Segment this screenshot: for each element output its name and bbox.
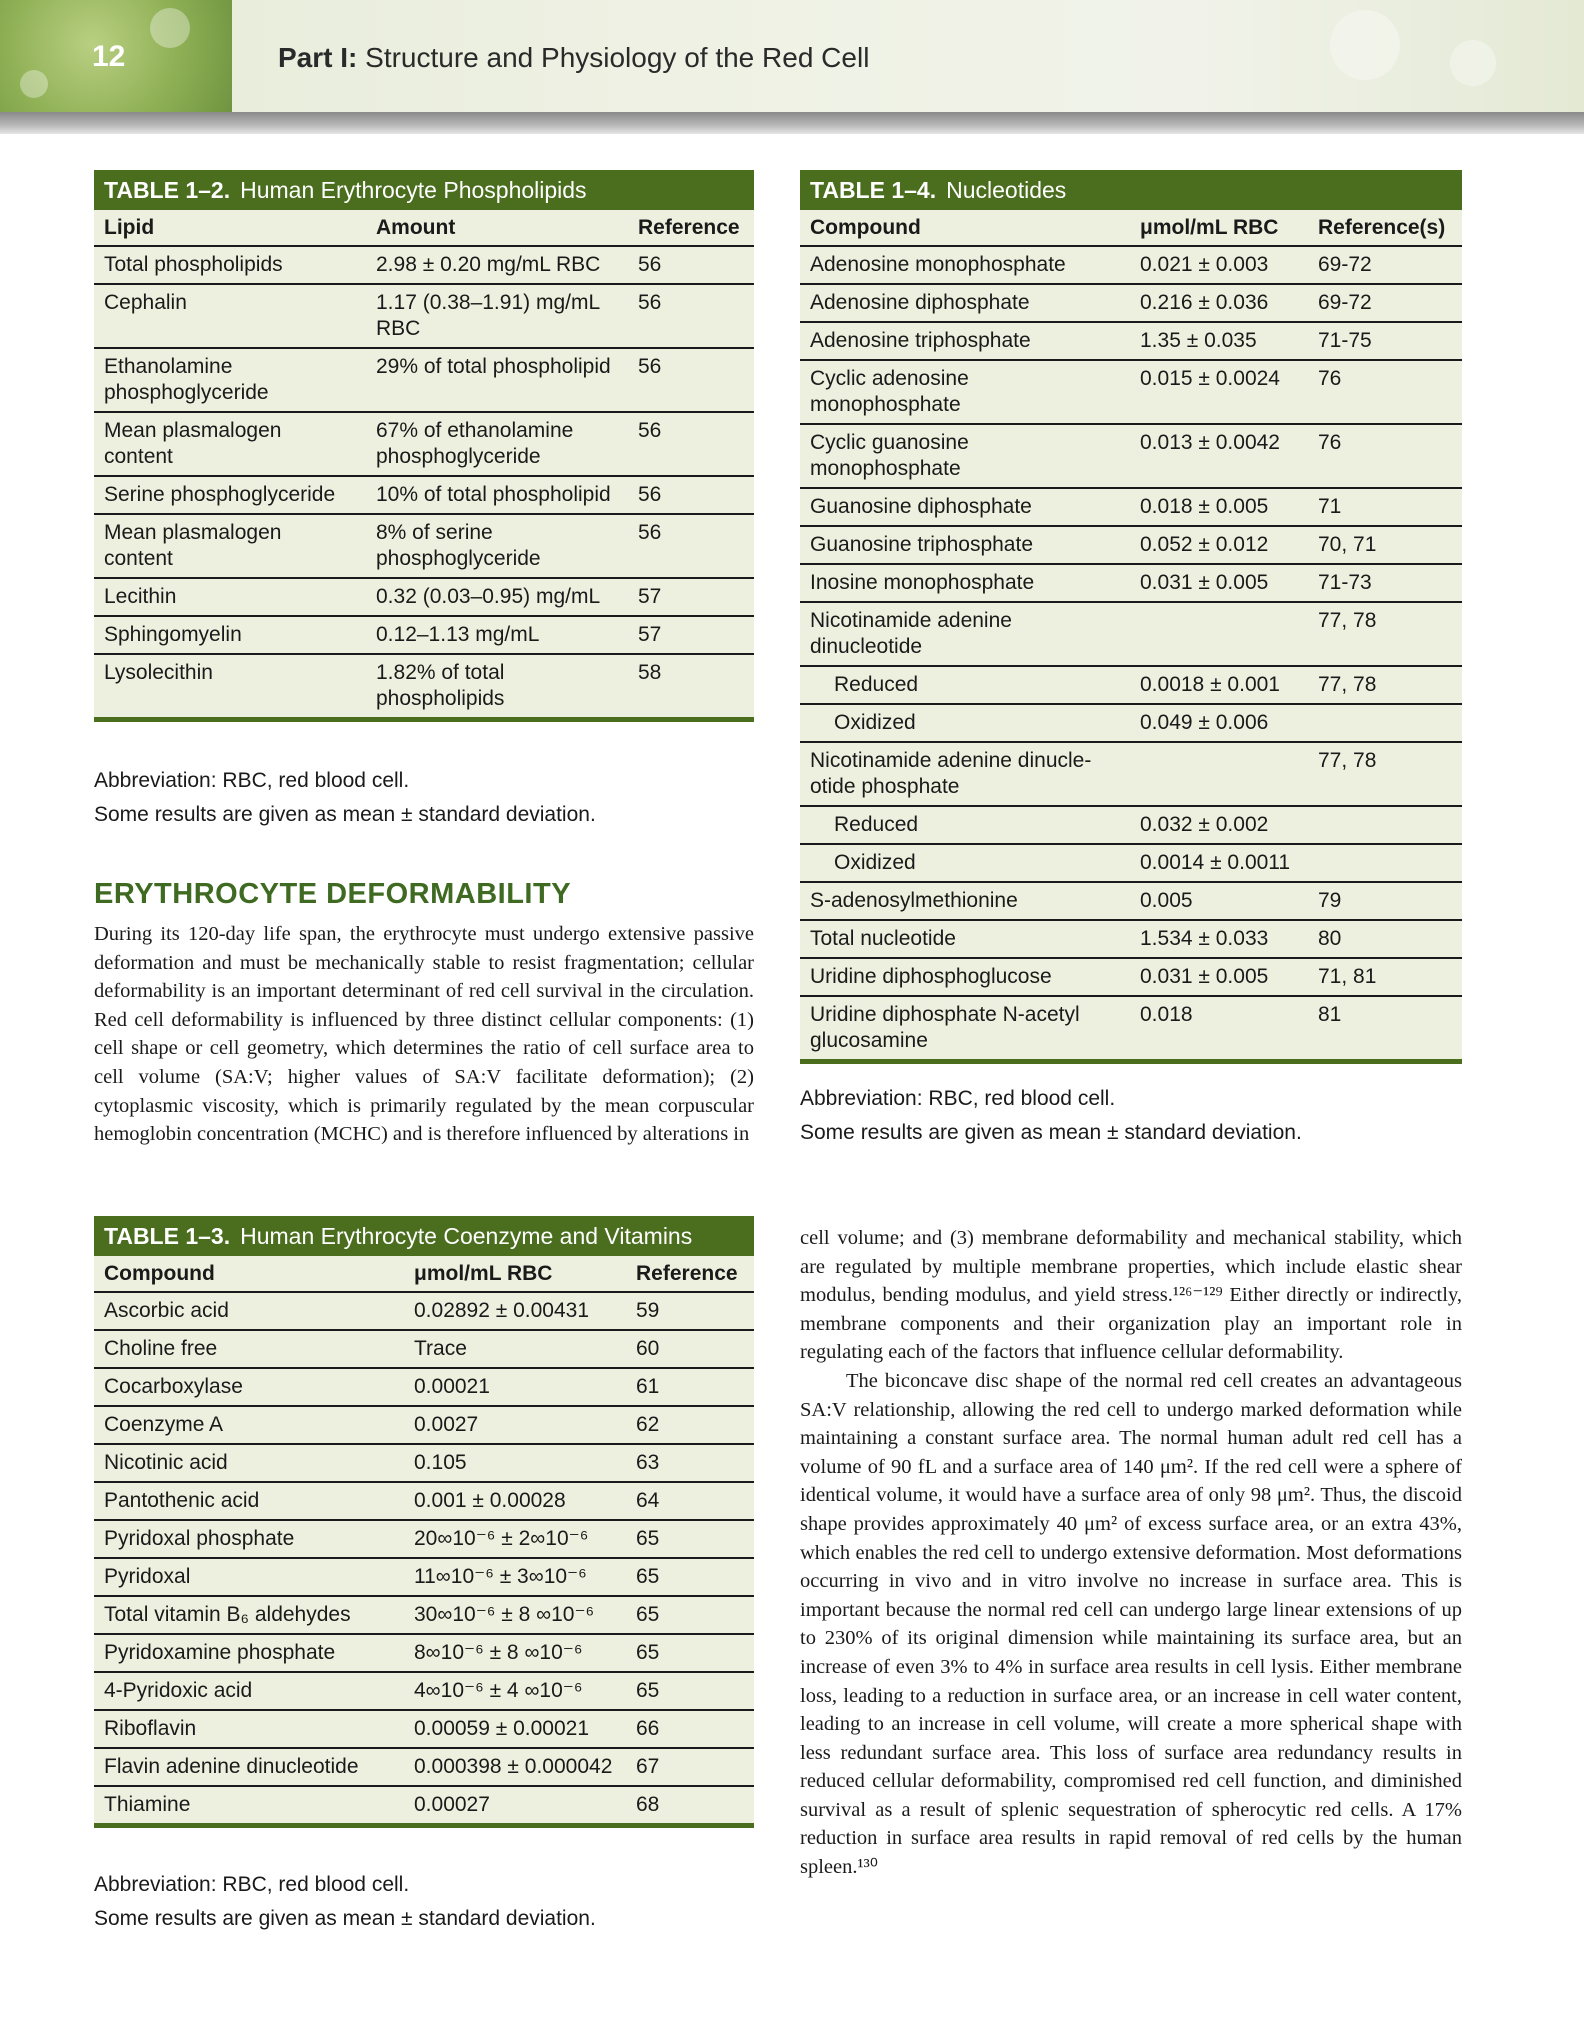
table-row xyxy=(94,578,754,616)
table-cell: 71-75 xyxy=(1308,322,1462,360)
table-cell: 56 xyxy=(628,412,754,476)
table-row xyxy=(94,476,754,514)
table-row xyxy=(800,360,1462,424)
table-row xyxy=(800,424,1462,488)
table-cell: Nicotinic acid xyxy=(94,1444,404,1482)
table-cell xyxy=(1308,806,1462,844)
table-row xyxy=(94,514,754,578)
table-label: TABLE 1–4. xyxy=(810,177,937,203)
table-cell: 0.0018 ± 0.001 xyxy=(1130,666,1308,704)
table-cell: 65 xyxy=(626,1558,754,1596)
table-cell: Mean plasmalogen content xyxy=(94,514,366,578)
table-cell: 77, 78 xyxy=(1308,602,1462,666)
table-cell: Pyridoxal xyxy=(94,1558,404,1596)
table-cell: 4-Pyridoxic acid xyxy=(94,1672,404,1710)
table-cell: 79 xyxy=(1308,882,1462,920)
table-cell: 0.031 ± 0.005 xyxy=(1130,564,1308,602)
table-row xyxy=(800,920,1462,958)
table-row xyxy=(800,488,1462,526)
column-header: Compound xyxy=(800,210,1130,246)
table-1-2 xyxy=(94,170,754,722)
table-cell: Nicotinamide adenine dinucleotide xyxy=(800,602,1130,666)
table-cell: 59 xyxy=(626,1292,754,1330)
table-row xyxy=(94,1520,754,1558)
table-cell: 30∞10⁻⁶ ± 8 ∞10⁻⁶ xyxy=(404,1596,626,1634)
table-cell: 29% of total phospholipid xyxy=(366,348,628,412)
abbreviation-note: Abbreviation: RBC, red blood cell. xyxy=(94,769,410,792)
table-body xyxy=(94,1256,754,1828)
table-cell: 0.052 ± 0.012 xyxy=(1130,526,1308,564)
table-cell: 0.031 ± 0.005 xyxy=(1130,958,1308,996)
decorative-bubble xyxy=(1450,40,1496,86)
table-cell: 64 xyxy=(626,1482,754,1520)
table-row xyxy=(94,1406,754,1444)
table-cell: Ethanolamine phosphoglyceride xyxy=(94,348,366,412)
table-row xyxy=(800,666,1462,704)
table-cell: 0.021 ± 0.003 xyxy=(1130,246,1308,284)
table-cell: Cocarboxylase xyxy=(94,1368,404,1406)
header-shadow-band xyxy=(0,112,1584,134)
table-cell: Oxidized xyxy=(800,704,1130,742)
table-cell: Uridine diphosphoglucose xyxy=(800,958,1130,996)
part-title: Structure and Physiology of the Red Cell xyxy=(365,42,870,73)
table-cell: Pyridoxamine phosphate xyxy=(94,1634,404,1672)
table-cell: 71-73 xyxy=(1308,564,1462,602)
table-cell: 0.018 xyxy=(1130,996,1308,1062)
table-row xyxy=(800,526,1462,564)
table-label: TABLE 1–2. xyxy=(104,177,231,203)
table-cell: Flavin adenine dinucleotide xyxy=(94,1748,404,1786)
table-cell: 11∞10⁻⁶ ± 3∞10⁻⁶ xyxy=(404,1558,626,1596)
table-cell: Mean plasmalogen content xyxy=(94,412,366,476)
table-row xyxy=(94,654,754,720)
table-cell: 4∞10⁻⁶ ± 4 ∞10⁻⁶ xyxy=(404,1672,626,1710)
part-label: Part I: xyxy=(278,42,358,73)
table-cell: 0.00059 ± 0.00021 xyxy=(404,1710,626,1748)
table-cell: 61 xyxy=(626,1368,754,1406)
table-cell: 0.005 xyxy=(1130,882,1308,920)
table-cell: 69-72 xyxy=(1308,284,1462,322)
table-cell: 0.216 ± 0.036 xyxy=(1130,284,1308,322)
table-1-4 xyxy=(800,170,1462,1064)
table-cell: 81 xyxy=(1308,996,1462,1062)
table-cell: 71, 81 xyxy=(1308,958,1462,996)
table-cell: Guanosine triphosphate xyxy=(800,526,1130,564)
table-row xyxy=(94,1710,754,1748)
table-row xyxy=(94,1292,754,1330)
column-header: Lipid xyxy=(94,210,366,246)
table-cell: 0.001 ± 0.00028 xyxy=(404,1482,626,1520)
table-row xyxy=(94,1786,754,1826)
table-row xyxy=(800,564,1462,602)
table-row xyxy=(94,1368,754,1406)
abbreviation-note: Abbreviation: RBC, red blood cell. xyxy=(94,1873,410,1896)
table-cell: 57 xyxy=(628,616,754,654)
table-cell: 20∞10⁻⁶ ± 2∞10⁻⁶ xyxy=(404,1520,626,1558)
table-cell: 0.049 ± 0.006 xyxy=(1130,704,1308,742)
table-cell: Riboflavin xyxy=(94,1710,404,1748)
table-row xyxy=(800,602,1462,666)
table-row xyxy=(800,322,1462,360)
table-cell: Nicotinamide adenine dinucle-otide phosphate xyxy=(800,742,1130,806)
section-heading: ERYTHROCYTE DEFORMABILITY xyxy=(94,878,572,910)
results-note: Some results are given as mean ± standard deviation. xyxy=(94,1907,596,1930)
table-row xyxy=(94,412,754,476)
table-cell: 1.35 ± 0.035 xyxy=(1130,322,1308,360)
table-cell: Cyclic adenosine monophosphate xyxy=(800,360,1130,424)
table-title xyxy=(800,170,1462,210)
body-text-left xyxy=(94,920,754,1149)
paragraph: The biconcave disc shape of the normal red cell creates an advantageous SA:V relationship, allowing the red cell to undergo marked deformation while maintaining a constant surface area. The normal human adult red cell has a volume of 90 fL and a surface area of 140 μm². If the red cell were a sphere of identical volume, it would have a surface area of only 98 μm². Thus, the discoid shape provides approximately 40 μm² of excess surface area, or an extra 43%, which enables the red cell to undergo extensive deformation. Most deformations occurring in vivo and in vitro involve no increase in surface area. This is important because the normal red cell can undergo large linear extensions of up to 230% of its original dimension while maintaining its surface area, but an increase of even 3% to 4% in surface area results in cell lysis. Either membrane loss, leading to a reduction in surface area, or an increase in cell water content, leading to an increase in cell volume, will create a more spherical shape with less redundant surface area. This loss of surface area redundancy results in reduced cellular deformability, compromised red cell function, and diminished survival as a result of splenic sequestration of spherocytic red cells. A 17% reduction in surface area results in rapid removal of red cells by the human spleen.¹³⁰ xyxy=(800,1369,1462,1879)
table-row xyxy=(94,284,754,348)
table-cell: Ascorbic acid xyxy=(94,1292,404,1330)
table-row xyxy=(94,1672,754,1710)
decorative-bubble xyxy=(1330,10,1400,80)
table-cell: Reduced xyxy=(800,806,1130,844)
table-cell: 67 xyxy=(626,1748,754,1786)
table-cell: 58 xyxy=(628,654,754,720)
table-row xyxy=(800,844,1462,882)
table-cell: 67% of ethanolamine phosphoglyceride xyxy=(366,412,628,476)
table-cell: 0.00027 xyxy=(404,1786,626,1826)
table-row xyxy=(94,1748,754,1786)
table-cell: 56 xyxy=(628,348,754,412)
table-cell: Total phospholipids xyxy=(94,246,366,284)
body-text-right xyxy=(800,1224,1462,1882)
table-row xyxy=(800,958,1462,996)
table-cell: 0.0027 xyxy=(404,1406,626,1444)
table-cell: 0.02892 ± 0.00431 xyxy=(404,1292,626,1330)
table-cell: 0.32 (0.03–0.95) mg/mL xyxy=(366,578,628,616)
table-cell: 71 xyxy=(1308,488,1462,526)
table-cell: 0.0014 ± 0.0011 xyxy=(1130,844,1308,882)
table-cell xyxy=(1130,602,1308,666)
table-row xyxy=(800,996,1462,1062)
table-cell: Oxidized xyxy=(800,844,1130,882)
table-cell xyxy=(1308,704,1462,742)
table-row xyxy=(800,704,1462,742)
table-cell xyxy=(1130,742,1308,806)
table-cell: Cyclic guanosine monophosphate xyxy=(800,424,1130,488)
table-row xyxy=(800,882,1462,920)
table-1-4-notes xyxy=(800,1082,1462,1150)
table-row xyxy=(94,348,754,412)
table-cell: 0.015 ± 0.0024 xyxy=(1130,360,1308,424)
table-row xyxy=(94,1596,754,1634)
table-cell: Adenosine triphosphate xyxy=(800,322,1130,360)
column-header: Reference xyxy=(626,1256,754,1292)
table-cell: 80 xyxy=(1308,920,1462,958)
table-caption: Human Erythrocyte Phospholipids xyxy=(240,177,587,203)
table-cell: 56 xyxy=(628,476,754,514)
table-cell: 76 xyxy=(1308,360,1462,424)
table-cell: Coenzyme A xyxy=(94,1406,404,1444)
table-cell: 77, 78 xyxy=(1308,666,1462,704)
table-cell: 63 xyxy=(626,1444,754,1482)
paragraph: During its 120-day life span, the erythrocyte must undergo extensive passive deformation and must be mechanically stable to resist fragmentation; cellular deformability is an important determinant of red cell survival in the circulation. Red cell deformability is influenced by three distinct cellular components: (1) cell shape or cell geometry, which determines the ratio of cell surface area to cell volume (SA:V; higher values of SA:V facilitate deformation); (2) cytoplasmic viscosity, which is primarily regulated by the mean corpuscular hemoglobin concentration (MCHC) and is therefore influenced by alterations in xyxy=(94,923,754,1146)
table-cell: 8% of serine phosphoglyceride xyxy=(366,514,628,578)
paragraph: cell volume; and (3) membrane deformability and mechanical stability, which are regulated by multiple membrane properties, which include elastic shear modulus, bending modulus, and yield stress.¹²⁶⁻¹²⁹ Either directly or indirectly, membrane components and their organization play an important role in regulating each of the factors that influence cellular deformability. xyxy=(800,1227,1462,1364)
table-cell: Thiamine xyxy=(94,1786,404,1826)
table-cell: 69-72 xyxy=(1308,246,1462,284)
table-label: TABLE 1–3. xyxy=(104,1223,231,1249)
table-cell: 8∞10⁻⁶ ± 8 ∞10⁻⁶ xyxy=(404,1634,626,1672)
table-cell: 76 xyxy=(1308,424,1462,488)
results-note: Some results are given as mean ± standard deviation. xyxy=(800,1121,1302,1144)
table-cell: 0.105 xyxy=(404,1444,626,1482)
table-row xyxy=(94,616,754,654)
table-cell: 1.534 ± 0.033 xyxy=(1130,920,1308,958)
decorative-bubble xyxy=(150,8,190,48)
table-cell: Choline free xyxy=(94,1330,404,1368)
table-cell: 0.013 ± 0.0042 xyxy=(1130,424,1308,488)
table-cell: 56 xyxy=(628,246,754,284)
table-cell: 1.17 (0.38–1.91) mg/mL RBC xyxy=(366,284,628,348)
table-row xyxy=(800,806,1462,844)
table-cell: Inosine monophosphate xyxy=(800,564,1130,602)
table-title xyxy=(94,170,754,210)
column-header: μmol/mL RBC xyxy=(1130,210,1308,246)
table-cell: Lecithin xyxy=(94,578,366,616)
table-row xyxy=(800,246,1462,284)
table-cell: 0.032 ± 0.002 xyxy=(1130,806,1308,844)
table-cell: 65 xyxy=(626,1520,754,1558)
column-header: Reference(s) xyxy=(1308,210,1462,246)
table-header-row xyxy=(94,210,754,246)
table-cell: Adenosine monophosphate xyxy=(800,246,1130,284)
abbreviation-note: Abbreviation: RBC, red blood cell. xyxy=(800,1087,1116,1110)
table-cell: Cephalin xyxy=(94,284,366,348)
column-header: Compound xyxy=(94,1256,404,1292)
table-caption: Human Erythrocyte Coenzyme and Vitamins xyxy=(240,1223,693,1249)
table-cell: Reduced xyxy=(800,666,1130,704)
table-cell: 65 xyxy=(626,1672,754,1710)
table-cell: 0.018 ± 0.005 xyxy=(1130,488,1308,526)
table-cell: 60 xyxy=(626,1330,754,1368)
table-cell: 1.82% of total phospholipids xyxy=(366,654,628,720)
table-cell: Adenosine diphosphate xyxy=(800,284,1130,322)
table-cell: Sphingomyelin xyxy=(94,616,366,654)
table-1-3-notes xyxy=(94,1868,754,1936)
table-cell: 10% of total phospholipid xyxy=(366,476,628,514)
table-row xyxy=(94,1330,754,1368)
table-row xyxy=(800,742,1462,806)
table-1-3 xyxy=(94,1216,754,1828)
table-body xyxy=(800,210,1462,1064)
table-cell: 68 xyxy=(626,1786,754,1826)
table-cell: Total vitamin B₆ aldehydes xyxy=(94,1596,404,1634)
table-cell: 57 xyxy=(628,578,754,616)
table-row xyxy=(94,1482,754,1520)
table-cell: 0.12–1.13 mg/mL xyxy=(366,616,628,654)
table-row xyxy=(94,1634,754,1672)
table-cell: Uridine diphosphate N-acetyl glucosamine xyxy=(800,996,1130,1062)
table-cell: 66 xyxy=(626,1710,754,1748)
column-header: μmol/mL RBC xyxy=(404,1256,626,1292)
table-cell: Pyridoxal phosphate xyxy=(94,1520,404,1558)
results-note: Some results are given as mean ± standard deviation. xyxy=(94,803,596,826)
decorative-bubble xyxy=(20,70,48,98)
table-cell: Lysolecithin xyxy=(94,654,366,720)
table-cell: 0.00021 xyxy=(404,1368,626,1406)
table-header-row xyxy=(94,1256,754,1292)
table-title xyxy=(94,1216,754,1256)
page-number: 12 xyxy=(92,40,126,73)
table-cell: 0.000398 ± 0.000042 xyxy=(404,1748,626,1786)
table-cell: 77, 78 xyxy=(1308,742,1462,806)
table-cell: Serine phosphoglyceride xyxy=(94,476,366,514)
table-row xyxy=(94,1444,754,1482)
table-row xyxy=(94,246,754,284)
table-body xyxy=(94,210,754,722)
table-header-row xyxy=(800,210,1462,246)
column-header: Reference xyxy=(628,210,754,246)
table-cell: 2.98 ± 0.20 mg/mL RBC xyxy=(366,246,628,284)
running-title xyxy=(278,42,869,74)
table-cell: 56 xyxy=(628,514,754,578)
page-header xyxy=(0,0,1584,112)
table-row xyxy=(94,1558,754,1596)
table-cell: 62 xyxy=(626,1406,754,1444)
table-cell xyxy=(1308,844,1462,882)
table-cell: Pantothenic acid xyxy=(94,1482,404,1520)
table-cell: 56 xyxy=(628,284,754,348)
column-header: Amount xyxy=(366,210,628,246)
table-cell: Total nucleotide xyxy=(800,920,1130,958)
table-cell: Guanosine diphosphate xyxy=(800,488,1130,526)
table-1-2-notes xyxy=(94,764,754,832)
table-caption: Nucleotides xyxy=(946,177,1067,203)
table-row xyxy=(800,284,1462,322)
table-cell: Trace xyxy=(404,1330,626,1368)
table-cell: 65 xyxy=(626,1634,754,1672)
table-cell: 70, 71 xyxy=(1308,526,1462,564)
table-cell: 65 xyxy=(626,1596,754,1634)
table-cell: S-adenosylmethionine xyxy=(800,882,1130,920)
